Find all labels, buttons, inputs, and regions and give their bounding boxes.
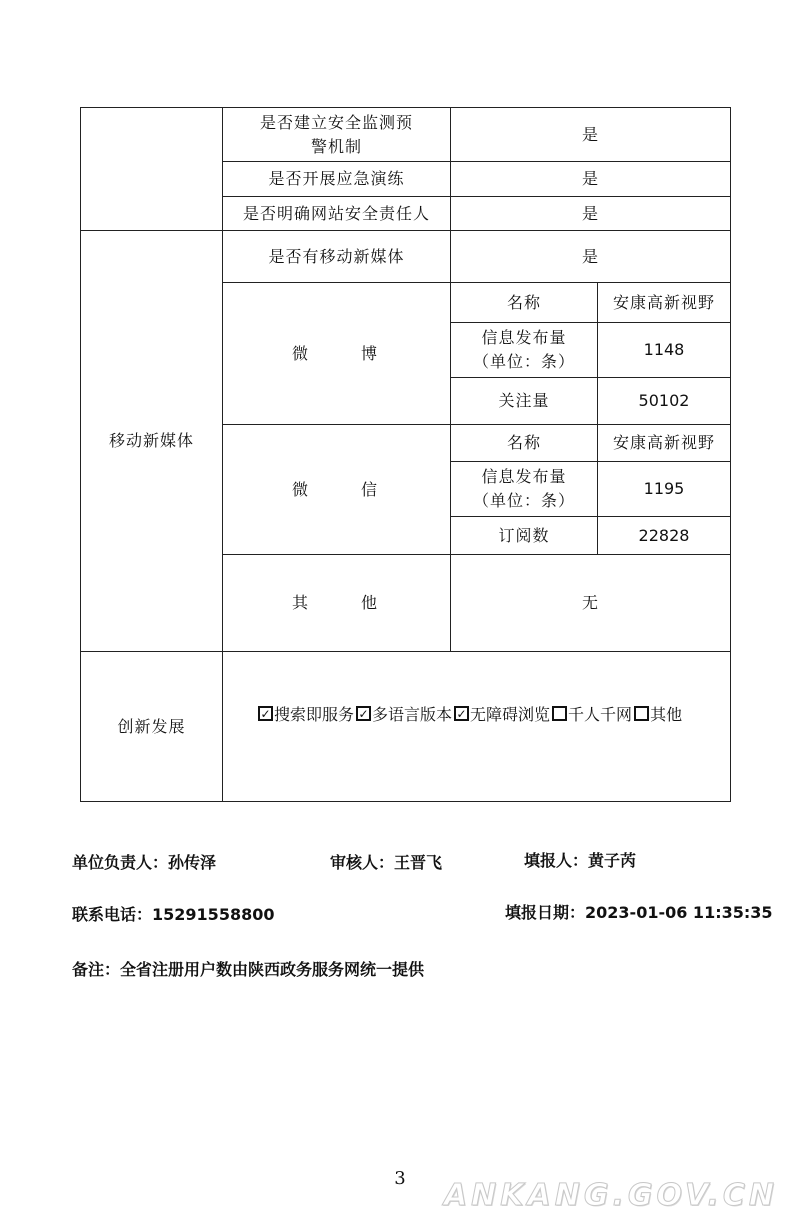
monitoring-label: 是否建立安全监测预警机制 (259, 112, 413, 156)
fill-date: 填报日期：2023-01-06 11:35:35 (505, 903, 773, 922)
has-mobile-label: 是否有移动新媒体 (268, 246, 405, 266)
has-mobile-value: 是 (581, 246, 599, 266)
filler: 填报人：黄子芮 (524, 851, 637, 870)
wechat-posts-label: 信息发布量（单位：条） (473, 467, 576, 510)
unit-head: 单位负责人：孙传泽 (72, 853, 217, 872)
other-value: 无 (581, 593, 599, 612)
weibo-followers-value: 50102 (638, 391, 690, 410)
weibo-posts-label: 信息发布量（单位：条） (473, 328, 576, 371)
option-accessibility[interactable]: ✓ 无障碍浏览 (452, 702, 550, 725)
checkbox-unchecked-icon[interactable] (552, 706, 567, 721)
responsible-value: 是 (581, 203, 599, 223)
monitoring-value: 是 (581, 124, 599, 144)
page-number: 3 (394, 1168, 406, 1189)
innovation-options (256, 702, 682, 725)
reviewer: 审核人：王晋飞 (330, 853, 443, 872)
other-label: 其 他 (291, 593, 402, 612)
checkbox-checked-icon[interactable]: ✓ (258, 706, 273, 721)
wechat-posts-value: 1195 (643, 479, 685, 498)
option-personalized[interactable]: 千人千网 (550, 702, 632, 725)
watermark-logo: ANKANG.GOV.CN (443, 1178, 778, 1213)
drill-value: 是 (581, 169, 599, 188)
checkbox-checked-icon[interactable]: ✓ (356, 706, 371, 721)
wechat-label: 微 信 (291, 479, 402, 499)
responsible-label: 是否明确网站安全责任人 (242, 203, 430, 223)
remark: 备注：全省注册用户数由陕西政务服务网统一提供 (72, 960, 425, 979)
contact-phone: 联系电话：15291558800 (72, 905, 275, 924)
wechat-name-value: 安康高新视野 (612, 433, 715, 452)
mobile-section-label: 移动新媒体 (108, 431, 194, 450)
wechat-subscribers-value: 22828 (638, 525, 690, 545)
option-search-as-service[interactable]: ✓ 搜索即服务 (256, 702, 354, 725)
weibo-name-value: 安康高新视野 (612, 292, 715, 312)
weibo-label: 微 博 (291, 343, 402, 363)
drill-label: 是否开展应急演练 (268, 169, 405, 188)
checkbox-checked-icon[interactable]: ✓ (454, 706, 469, 721)
wechat-name-label: 名称 (506, 433, 541, 452)
weibo-name-label: 名称 (506, 292, 541, 312)
innovation-label: 创新发展 (117, 716, 186, 736)
option-multilingual[interactable]: ✓ 多语言版本 (354, 702, 452, 725)
checkbox-unchecked-icon[interactable] (634, 706, 649, 721)
option-other[interactable]: 其他 (632, 702, 682, 725)
weibo-followers-label: 关注量 (498, 391, 550, 410)
wechat-subscribers-label: 订阅数 (498, 525, 550, 545)
weibo-posts-value: 1148 (643, 340, 685, 359)
